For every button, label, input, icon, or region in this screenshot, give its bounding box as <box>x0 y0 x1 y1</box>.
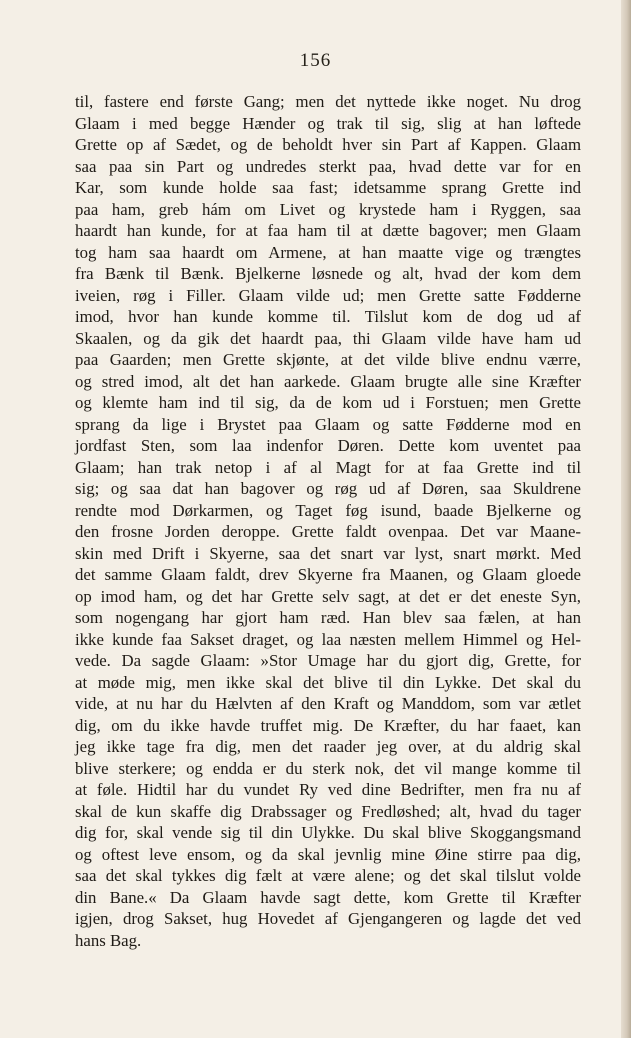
text-line: jeg ikke tage fra dig, men det raader jeg over, at du aldrig skal <box>75 737 581 756</box>
text-line: Glaam; han trak netop i af al Magt for at faa Grette ind til <box>75 457 581 477</box>
text-line: den frosne Jorden deroppe. Grette faldt ovenpaa. Det var Maane- <box>75 522 581 541</box>
text-line: det samme Glaam faldt, drev Skyerne fra Maanen, og Glaam gloede <box>75 565 581 584</box>
text-line: jordfast Sten, som laa indenfor Døren. Dette kom uventet paa <box>75 436 581 455</box>
text-line: at føle. Hidtil har du vundet Ry ved dine Bedrifter, men fra nu af <box>75 780 581 799</box>
text-line: dig for, skal vende sig til din Ulykke. Du skal blive Skoggangsmand <box>75 823 581 842</box>
body-text <box>75 91 581 951</box>
text-line: saa paa sin Part og undredes sterkt paa, hvad dette var for en <box>75 156 581 176</box>
text-line: ikke kunde faa Sakset draget, og laa næsten mellem Himmel og Hel- <box>75 629 581 649</box>
page-number: 156 <box>299 50 332 71</box>
text-line: iveien, røg i Filler. Glaam vilde ud; men Grette satte Fødderne <box>75 285 581 305</box>
text-line: til, fastere end første Gang; men det nyttede ikke noget. Nu drog <box>75 92 581 111</box>
text-line: at møde mig, men ikke skal det blive til din Lykke. Det skal du <box>75 672 581 692</box>
text-line: vide, at nu har du Hælvten af den Kraft og Manddom, som var ætlet <box>75 694 581 713</box>
text-line: imod, hvor han kunde komme til. Tilslut kom de dog ud af <box>75 307 581 326</box>
text-line: sig; og saa dat han bagover og røg ud af Døren, saa Skuldrene <box>75 479 581 498</box>
text-line: paa Gaarden; men Grette skjønte, at det vilde blive endnu værre, <box>75 350 581 369</box>
text-line: haardt han kunde, for at faa ham til at dætte bagover; men Glaam <box>75 221 581 240</box>
text-line: rendte mod Dørkarmen, og Taget føg isund, baade Bjelkerne og <box>75 500 581 520</box>
text-line: saa det skal tykkes dig fælt at være alene; og det skal tilslut volde <box>75 866 581 885</box>
text-line: op imod ham, og det har Grette selv sagt, at det er det eneste Syn, <box>75 586 581 606</box>
text-line-last: hans Bag. <box>75 930 142 950</box>
text-line: Skaalen, og da gik det haardt paa, thi Glaam vilde have ham ud <box>75 328 581 348</box>
text-line: blive sterkere; og endda er du sterk nok, det vil mange komme til <box>75 758 581 778</box>
text-line: Grette op af Sædet, og de beholdt hver sin Part af Kappen. Glaam <box>75 135 581 154</box>
text-line: dig, om du ikke havde truffet mig. De Kræfter, du har faaet, kan <box>75 715 581 735</box>
text-line: vede. Da sagde Glaam: »Stor Umage har du gjort dig, Grette, for <box>75 651 581 670</box>
text-line: og oftest leve ensom, og da skal jevnlig mine Øine stirre paa dig, <box>75 844 581 864</box>
text-line: Glaam i med begge Hænder og trak til sig, slig at han løftede <box>75 113 581 133</box>
text-line: skal de kun skaffe dig Drabssager og Fredløshed; alt, hvad du tager <box>75 801 581 821</box>
text-line: din Bane.« Da Glaam havde sagt dette, kom Grette til Kræfter <box>75 887 581 907</box>
text-line: og klemte ham ind til sig, da de kom ud i Forstuen; men Grette <box>75 393 581 412</box>
text-line: igjen, drog Sakset, hug Hovedet af Gjengangeren og lagde det ved <box>75 909 581 928</box>
text-line: fra Bænk til Bænk. Bjelkerne løsnede og alt, hvad der kom dem <box>75 264 581 283</box>
text-line: sprang da lige i Brystet paa Glaam og satte Fødderne mod en <box>75 414 581 434</box>
text-line: Kar, som kunde holde saa fast; idetsamme sprang Grette ind <box>75 178 581 197</box>
text-line: og stred imod, alt det han aarkede. Glaam brugte alle sine Kræfter <box>75 371 581 391</box>
text-line: tog ham saa haardt om Armene, at han maatte vige og trængtes <box>75 242 581 262</box>
text-line: skin med Drift i Skyerne, saa det snart var lyst, snart mørkt. Med <box>75 543 581 563</box>
page-edge <box>621 0 631 1038</box>
text-line: paa ham, greb hám om Livet og krystede ham i Ryggen, saa <box>75 199 581 219</box>
text-line: som nogengang har gjort ham ræd. Han blev saa fælen, at han <box>75 608 581 627</box>
